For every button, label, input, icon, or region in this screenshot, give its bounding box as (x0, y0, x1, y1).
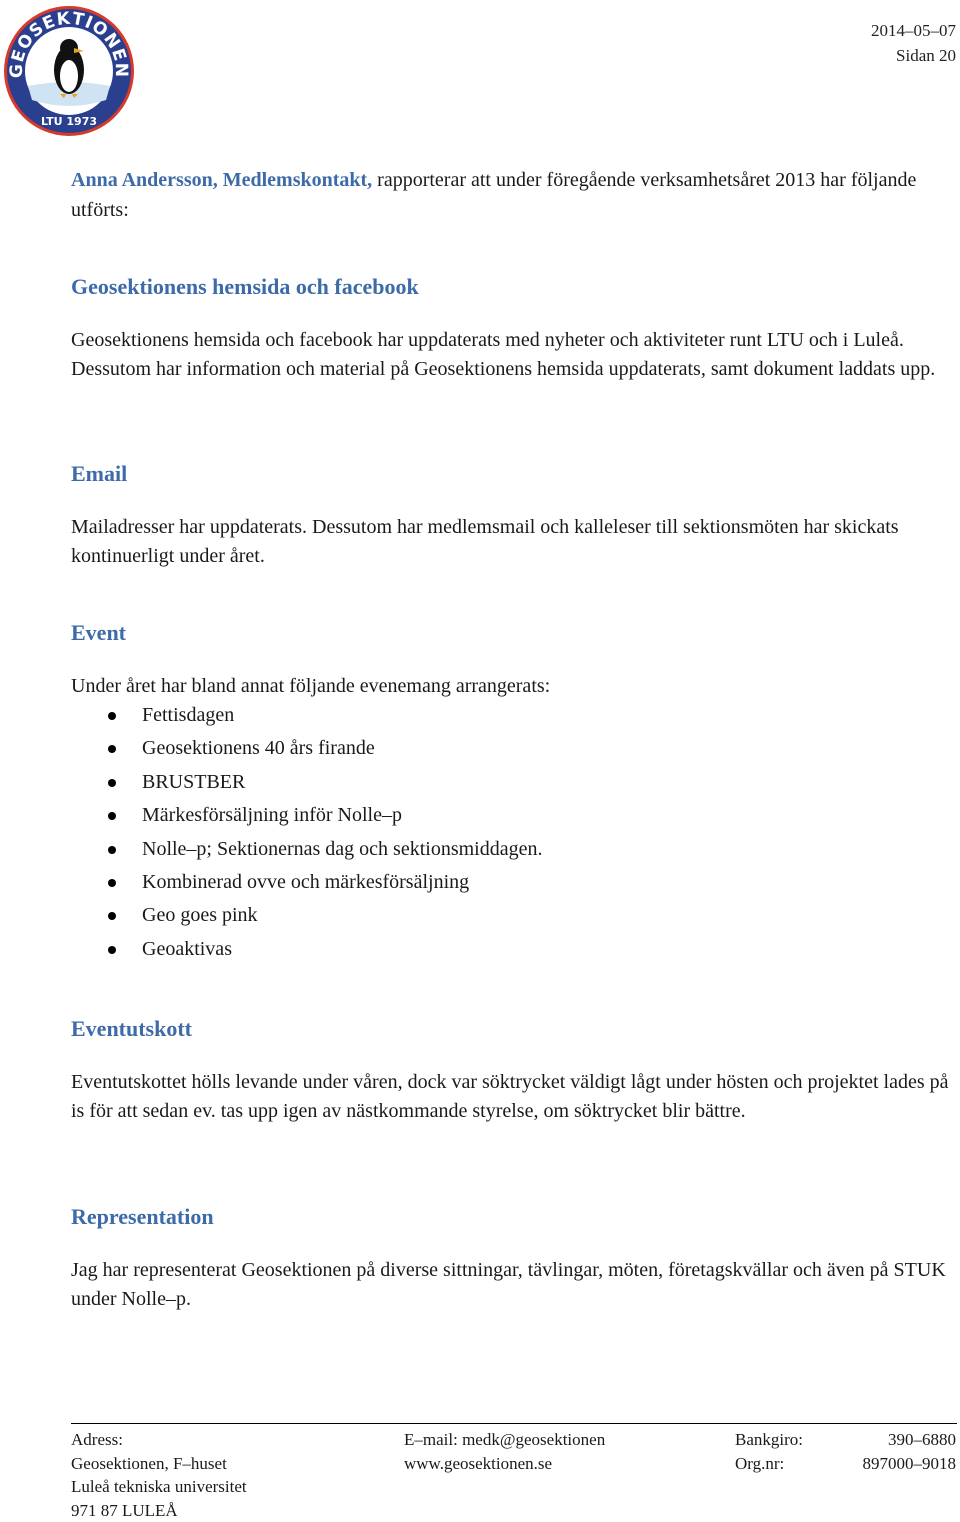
header-page-number: Sidan 20 (896, 46, 956, 65)
bullet-icon (108, 779, 116, 787)
footer-address: Adress: Geosektionen, F–huset Luleå tekniska universitet 971 87 LULEÅ (71, 1430, 247, 1520)
footer-divider (71, 1423, 957, 1424)
list-item: Geoaktivas (71, 935, 542, 968)
geosektionen-logo (2, 4, 136, 138)
list-item: Geosektionens 40 års firande (71, 734, 542, 767)
event-list (71, 701, 542, 968)
footer-contact (404, 1428, 605, 1475)
footer-bank-values: 390–6880 897000–9018 (862, 1430, 956, 1473)
bullet-icon (108, 846, 116, 854)
paragraph-eventutskott: Eventutskottet hölls levande under våren, dock var söktrycket väldigt lågt under hösten och projektet lades på is för att sedan ev. tas upp igen av nästkommande styrelse, om söktrycket blir bättre. (71, 1071, 949, 1122)
logo-text-top: GEOSEKTIONEN (6, 8, 132, 79)
logo-text-bottom: LTU 1973 (40, 115, 98, 128)
bullet-icon (108, 946, 116, 954)
page-header (871, 18, 956, 68)
footer-website: www.geosektionen.se (404, 1453, 553, 1473)
bullet-icon (108, 745, 116, 753)
heading-email: Email (71, 461, 128, 486)
bullet-icon (108, 712, 116, 720)
list-item: Geo goes pink (71, 901, 542, 934)
bullet-icon (108, 912, 116, 920)
list-item: BRUSTBER (71, 768, 542, 801)
paragraph-representation: Jag har representerat Geosektionen på diverse sittningar, tävlingar, möten, företagskvällar och även på STUK under Nolle–p. (71, 1259, 946, 1310)
intro-paragraph (71, 165, 955, 225)
list-item: Kombinerad ovve och märkesförsäljning (71, 868, 542, 901)
paragraph-email: Mailadresser har uppdaterats. Dessutom har medlemsmail och kalleleser till sektionsmöten har skickats kontinuerligt under året. (71, 516, 899, 567)
paragraph-event: Under året har bland annat följande evenemang arrangerats: (71, 675, 551, 697)
heading-eventutskott: Eventutskott (71, 1016, 193, 1041)
list-item: Nolle–p; Sektionernas dag och sektionsmiddagen. (71, 835, 542, 868)
heading-event: Event (71, 620, 126, 645)
paragraph-hemsida: Geosektionens hemsida och facebook har uppdaterats med nyheter och aktiviteter runt LTU och i Luleå. Dessutom har information och material på Geosektionens hemsida uppdaterats, samt dokument laddats upp. (71, 329, 936, 380)
bullet-icon (108, 812, 116, 820)
heading-hemsida: Geosektionens hemsida och facebook (71, 274, 419, 299)
author-name: Anna Andersson, Medlemskontakt, (71, 169, 373, 191)
bullet-icon (108, 879, 116, 887)
list-item: Märkesförsäljning inför Nolle–p (71, 801, 542, 834)
footer-email: E–mail: medk@geosektionen (404, 1430, 606, 1449)
header-date: 2014–05–07 (871, 21, 956, 40)
intro-text: rapporterar att under föregående verksamhetsåret 2013 har följande utförts: (71, 169, 917, 221)
heading-representation: Representation (71, 1204, 214, 1229)
footer-bank-labels: Bankgiro: Org.nr: (735, 1430, 803, 1473)
list-item: Fettisdagen (71, 701, 542, 734)
